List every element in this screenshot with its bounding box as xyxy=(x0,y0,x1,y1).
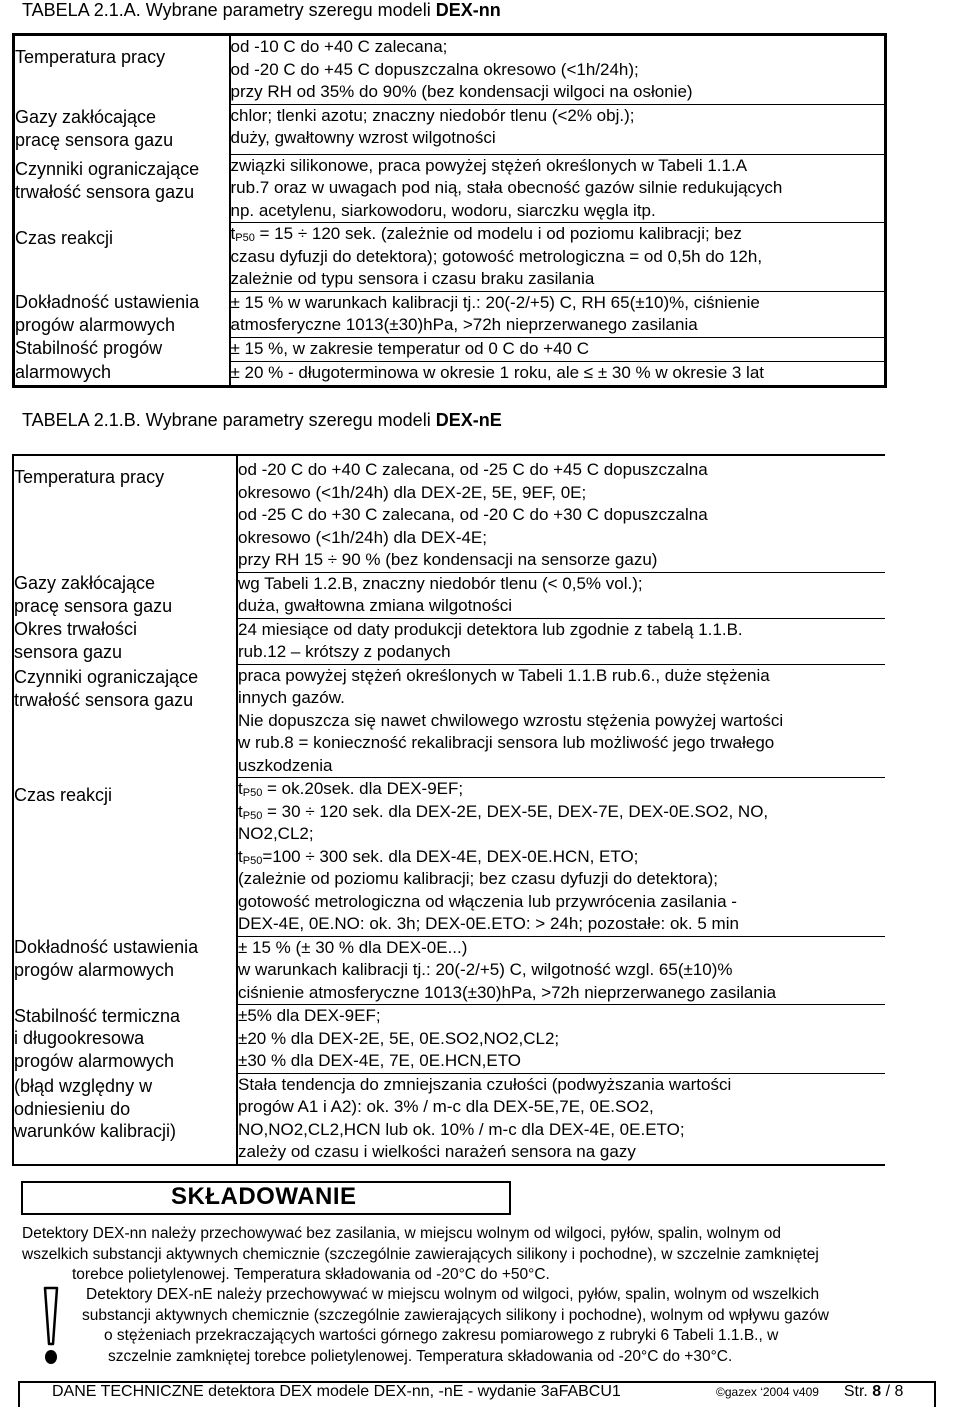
storage-paragraph-ne xyxy=(82,1285,829,1367)
table-row xyxy=(14,223,886,292)
t-symbol: t xyxy=(238,801,243,821)
value-line: okresowo (<1h/24h) dla DEX-2E, 5E, 9EF, 0E; xyxy=(238,482,587,502)
table-row xyxy=(14,337,886,361)
value-line: zależy od czasu i wielkości narażeń sensora na gazy xyxy=(238,1142,636,1161)
value-line: ±30 % dla DEX-4E, 7E, 0E.HCN,ETO xyxy=(238,1051,522,1070)
value-line: przy RH od 35% do 90% (bez kondensacji wilgoci na osłonie) xyxy=(230,82,693,101)
value-line: rub.7 oraz w uwagach pod nią, stała obecność gazów silnie redukujących xyxy=(230,178,783,197)
row-value xyxy=(230,223,886,292)
table-a-caption xyxy=(22,0,501,21)
value-line: 24 miesiące od daty produkcji detektora lub zgodnie z tabelą 1.1.B. xyxy=(238,619,743,639)
value-line xyxy=(231,223,885,246)
t-rest: =100 ÷ 300 sek. dla DEX-4E, DEX-0E.HCN, ETO; xyxy=(262,846,639,866)
label-line: Okres trwałości xyxy=(14,619,138,639)
value-line: progów A1 i A2): ok. 3% / m-c dla DEX-5E,7E, 0E.SO2, xyxy=(238,1097,654,1116)
storage-paragraph-nn xyxy=(22,1224,819,1286)
table-a xyxy=(12,33,887,388)
footer-page-prefix: Str. xyxy=(843,1383,868,1400)
label-line: Dokładność ustawienia xyxy=(14,937,199,957)
value-line: NO,NO2,CL2,HCN lub ok. 10% / m-c dla DEX-4E, 0E.ETO; xyxy=(238,1119,685,1139)
label-line: Gazy zakłócające xyxy=(14,573,156,593)
row-label xyxy=(14,291,230,337)
exclamation-icon xyxy=(22,1286,80,1368)
value-line: rub.12 – krótszy z podanych xyxy=(238,642,451,661)
value-line: ± 15 % w warunkach kalibracji tj.: 20(-2/+5) C, RH 65(±10)%, ciśnienie xyxy=(230,292,760,312)
footer-page-total: / 8 xyxy=(885,1383,904,1400)
t-rest: = ok.20sek. dla DEX-9EF; xyxy=(262,779,464,798)
label-line: trwałość sensora gazu xyxy=(14,689,194,710)
row-label xyxy=(13,572,237,618)
row-label xyxy=(13,1005,237,1074)
value-line: okresowo (<1h/24h) dla DEX-4E; xyxy=(238,527,487,547)
table-row xyxy=(13,618,885,664)
t-subscript: P50 xyxy=(242,787,263,799)
value-line: zależnie od typu sensora i czasu braku zasilania xyxy=(230,269,595,288)
label-line: sensora gazu xyxy=(14,641,123,662)
footer-meta xyxy=(716,1383,903,1401)
value-line: czasu dyfuzji do detektora); gotowość metrologiczna = od 0,5h do 12h, xyxy=(230,246,763,266)
value-line xyxy=(238,846,885,869)
table-row xyxy=(14,104,886,154)
table-row xyxy=(14,361,886,387)
table-row xyxy=(14,154,886,223)
label-line: pracę sensora gazu xyxy=(15,129,174,150)
row-value xyxy=(237,778,885,937)
label-line: i długookresowa xyxy=(14,1028,145,1048)
value-line: ± 20 % - długoterminowa w okresie 1 roku, ale ≤ ± 30 % w okresie 3 lat xyxy=(230,362,765,382)
value-line xyxy=(238,801,885,824)
value-line: wg Tabeli 1.2.B, znaczny niedobór tlenu (< 0,5% vol.); xyxy=(238,573,643,593)
label-line: warunków kalibracji) xyxy=(14,1121,177,1141)
row-label xyxy=(14,223,230,292)
value-line: np. acetylenu, siarkowodoru, wodoru, siarczku węgla itp. xyxy=(230,200,656,220)
value-line: (zależnie od poziomu kalibracji; bez czasu dyfuzji do detektora); xyxy=(238,869,719,888)
table-b xyxy=(12,454,885,1166)
row-value xyxy=(237,572,885,618)
label-line: progów alarmowych xyxy=(15,314,176,335)
value-line xyxy=(238,778,885,801)
label-line: pracę sensora gazu xyxy=(14,595,173,616)
t-subscript: P50 xyxy=(242,809,263,822)
label-line: alarmowych xyxy=(15,362,112,382)
table-row xyxy=(14,35,886,105)
storage-title: SKŁADOWANIE xyxy=(171,1183,357,1210)
row-label xyxy=(14,154,230,223)
para-line: Detektory DEX-nE należy przechowywać w miejscu wolnym od wilgoci, pyłów, spalin, wolnym od wszelkich xyxy=(86,1286,820,1303)
t-subscript: P50 xyxy=(235,232,255,244)
row-label xyxy=(13,455,237,572)
row-value xyxy=(230,154,886,223)
row-value xyxy=(230,337,886,361)
row-label xyxy=(13,664,237,778)
row-value xyxy=(237,1073,885,1165)
table-row xyxy=(13,455,885,572)
table-row xyxy=(13,1005,885,1074)
label-line: (błąd względny w xyxy=(14,1076,153,1096)
row-value xyxy=(230,35,886,105)
value-line: DEX-4E, 0E.NO: ok. 3h; DEX-0E.ETO: > 24h; pozostałe: ok. 5 min xyxy=(238,914,739,933)
label-line: Gazy zakłócające xyxy=(15,107,157,127)
table-a-caption-model: DEX-nn xyxy=(435,0,501,20)
value-line: od -20 C do +45 C dopuszczalna okresowo (<1h/24h); xyxy=(230,59,639,79)
label-line: Dokładność ustawienia xyxy=(15,292,200,312)
value-line: Nie dopuszcza się nawet chwilowego wzrostu stężenia powyżej wartości xyxy=(238,710,784,730)
para-line: wszelkich substancji aktywnych chemicznie (szczególnie zawierających silikony i pochodne), w szczelnie zamkniętej xyxy=(22,1245,819,1263)
t-symbol: t xyxy=(238,846,243,866)
para-line: szczelnie zamkniętej torebce polietylenowej. Temperatura składowania od -20°C do +30°C. xyxy=(108,1347,733,1365)
t-symbol: t xyxy=(238,779,243,798)
row-label xyxy=(13,778,237,937)
value-line: atmosferyczne 1013(±30)hPa, >72h nieprzerwanego zasilania xyxy=(230,315,698,334)
value-line: od -25 C do +30 C zalecana, od -20 C do +30 C dopuszczalna xyxy=(238,505,708,524)
t-subscript: P50 xyxy=(242,854,263,867)
value-line: ±20 % dla DEX-2E, 5E, 0E.SO2,NO2,CL2; xyxy=(238,1028,560,1048)
t-symbol: t xyxy=(230,224,236,243)
value-line: w rub.8 = konieczność rekalibracji sensora lub możliwość jego trwałego xyxy=(238,733,775,752)
value-line: NO2,CL2; xyxy=(238,824,314,843)
label-line: Czas reakcji xyxy=(14,784,113,805)
row-value xyxy=(237,618,885,664)
footer-document-title: DANE TECHNICZNE detektora DEX modele DEX-nn, -nE - wydanie 3aFABCU1 xyxy=(52,1383,621,1400)
table-row xyxy=(14,291,886,337)
value-line: praca powyżej stężeń określonych w Tabeli 1.1.B rub.6., duże stężenia xyxy=(238,665,770,685)
value-line: od -10 C do +40 C zalecana; xyxy=(230,37,448,56)
row-value xyxy=(237,664,885,778)
value-line: chlor; tlenki azotu; znaczny niedobór tlenu (<2% obj.); xyxy=(230,105,635,125)
value-line: ±5% dla DEX-9EF; xyxy=(238,1006,381,1025)
row-value xyxy=(237,1005,885,1074)
footer-page-current: 8 xyxy=(872,1383,882,1400)
row-label xyxy=(14,337,230,361)
table-row xyxy=(13,572,885,618)
value-line: gotowość metrologiczna od włączenia lub przywrócenia zasilania - xyxy=(238,891,737,911)
row-label xyxy=(13,1073,237,1165)
row-value xyxy=(230,104,886,154)
table-row xyxy=(13,936,885,1005)
value-line: duży, gwałtowny wzrost wilgotności xyxy=(230,128,496,147)
t-rest: = 15 ÷ 120 sek. (zależnie od modelu i od poziomu kalibracji; bez xyxy=(254,224,742,243)
row-value xyxy=(230,361,886,387)
row-label xyxy=(14,361,230,387)
row-label xyxy=(14,104,230,154)
table-row xyxy=(13,1073,885,1165)
value-line: innych gazów. xyxy=(238,688,345,707)
footer-copyright: ©gazex ‘2004 v409 xyxy=(716,1385,819,1399)
table-a-caption-prefix: TABELA 2.1.A. Wybrane parametry szeregu modeli xyxy=(22,0,436,20)
value-line: w warunkach kalibracji tj.: 20(-2/+5) C, wilgotność wzgl. 65(±10)% xyxy=(238,960,733,979)
value-line: ± 15 % (± 30 % dla DEX-0E...) xyxy=(238,937,468,957)
value-line: Stała tendencja do zmniejszania czułości (podwyższania wartości xyxy=(238,1074,732,1094)
value-line: duża, gwałtowna zmiana wilgotności xyxy=(238,596,513,615)
value-line: przy RH 15 ÷ 90 % (bez kondensacji na sensorze gazu) xyxy=(238,550,658,569)
value-line: związki silikonowe, praca powyżej stężeń określonych w Tabeli 1.1.A xyxy=(230,155,748,175)
value-line: uszkodzenia xyxy=(238,755,333,775)
label-line: progów alarmowych xyxy=(14,1050,175,1071)
label-line: Czas reakcji xyxy=(15,227,114,248)
para-line: Detektory DEX-nn należy przechowywać bez zasilania, w miejscu wolnym od wilgoci, pyłów, spalin, wolnym od xyxy=(22,1225,781,1242)
label-line: odniesieniu do xyxy=(14,1098,131,1119)
label-line: Temperatura pracy xyxy=(14,467,165,487)
label-line: Czynniki ograniczające xyxy=(14,667,199,687)
table-row xyxy=(13,664,885,778)
value-line: ± 15 %, w zakresie temperatur od 0 C do +40 C xyxy=(230,338,589,358)
label-line: trwałość sensora gazu xyxy=(15,181,195,202)
row-value xyxy=(237,455,885,572)
table-b-caption xyxy=(22,410,502,431)
t-rest: = 30 ÷ 120 sek. dla DEX-2E, DEX-5E, DEX-7E, DEX-0E.SO2, NO, xyxy=(262,801,769,821)
row-label xyxy=(13,936,237,1005)
value-line: ciśnienie atmosferyczne 1013(±30)hPa, >72h nieprzerwanego zasilania xyxy=(238,982,777,1002)
row-label xyxy=(13,618,237,664)
row-value xyxy=(230,291,886,337)
row-value xyxy=(237,936,885,1005)
table-row xyxy=(13,778,885,937)
table-b-caption-prefix: TABELA 2.1.B. Wybrane parametry szeregu modeli xyxy=(22,410,436,430)
para-line: o stężeniach przekraczających wartości górnego zakresu pomiarowego z rubryki 6 Tabeli 1.1.B., w xyxy=(104,1327,779,1344)
label-line: Stabilność progów xyxy=(15,338,163,358)
para-line: substancji aktywnych chemicznie (szczególnie zawierających silikony i pochodne), wolnym od wpływu gazów xyxy=(82,1306,829,1324)
row-label xyxy=(14,35,230,105)
label-line: Stabilność termiczna xyxy=(14,1005,181,1026)
label-line: Czynniki ograniczające xyxy=(15,159,200,179)
label-line: progów alarmowych xyxy=(14,959,175,980)
value-line: od -20 C do +40 C zalecana, od -25 C do +45 C dopuszczalna xyxy=(238,460,708,479)
label-line: Temperatura pracy xyxy=(15,47,166,67)
table-b-caption-model: DEX-nE xyxy=(435,410,502,430)
para-line: torebce polietylenowej. Temperatura składowania od -20°C do +50°C. xyxy=(72,1266,550,1283)
